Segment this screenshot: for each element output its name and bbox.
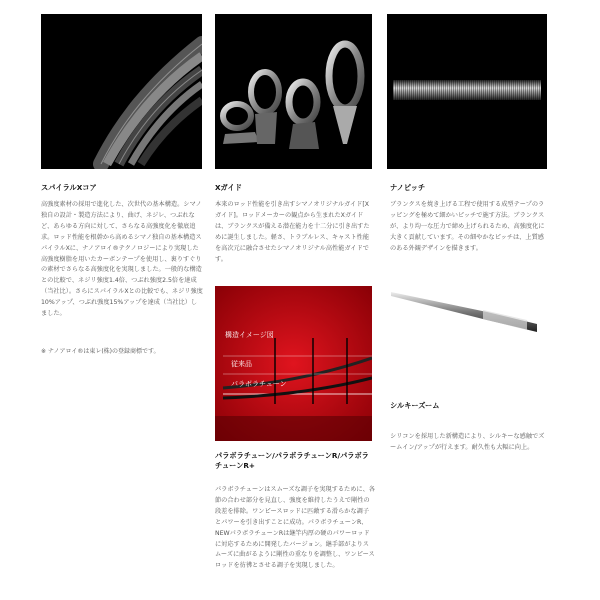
diagram-label-conventional: 従来品 xyxy=(231,360,252,368)
parabola-tune-text: パラボラチューンはスムーズな調子を実現するために、各節の合わせ部分を見直し、強度を維持したうえで剛性の段差を排除。ワンピースロッドに匹敵する滑らかな調子とパワーを引き出すことに成功。パラボラチューンR、NEWパラボラチューンRは継竿内厚の硬のパワーロッドに対応するために開発したバージョン。継手部がよりスムーズに曲がるように剛性の重なりを調整し、ワンピースロッドを彷彿とさせる調子を実現しました。 xyxy=(215,486,375,570)
spiral-x-core-description xyxy=(41,200,203,320)
silky-zoom-image xyxy=(387,286,547,386)
parabola-tune-title-text: パラボラチューン/パラボラチューンR/パラボラチューンR+ xyxy=(215,451,369,470)
spiral-x-core-text: 高強度素材の採用で進化した、次世代の基本構造。シマノ独自の設計・製造方法により、曲げ、ネジレ、つぶれなど、あらゆる方向に対して、さらなる高強度化を徹底追求。ロッド性能を根幹から高めるシマノ独自の基本構造スパイラルXに、ナノアロイ®テクノロジーにより実現した高強度樹脂を用いたカーボンテープを使用し、裏りすぐりの素材でさらなる高強度化を実現しました。一般的な構造との比較で、ネジリ強度1.4倍、つぶれ強度2.5倍を達成（当社比）。さらにスパイラルXとの比較でも、ネジリ強度10%アップ、つぶれ強度15%アップを達成（当社比）しました。 xyxy=(41,201,203,318)
spiral-x-core-title: スパイラルXコア xyxy=(41,183,97,192)
silky-zoom-description xyxy=(390,432,550,454)
nano-pitch-image xyxy=(387,14,547,169)
nano-pitch-title: ナノピッチ xyxy=(390,183,426,192)
x-guide-description xyxy=(215,200,375,265)
nano-pitch-text: ブランクスを焼き上げる工程で使用する成型テープのラッピングを極めて細かいピッチで施す方法。ブランクスが、より均一な圧力で締め上げられるため、高強度化に大きく貢献しています。その細やかなピッチは、上質感のある外観デザインを描きます。 xyxy=(390,201,545,252)
silky-zoom-text: シリコンを採用した新構造により、シルキーな感触でズームイン/アップが行えます。耐久性も大幅に向上。 xyxy=(390,433,545,451)
spiral-x-core-image xyxy=(41,14,202,169)
diagram-label-structure: 構造イメージ図 xyxy=(225,331,274,339)
parabola-tune-description xyxy=(215,485,375,572)
diagram-label-parabola: パラボラチューン xyxy=(231,380,287,388)
parabola-tune-title xyxy=(215,451,375,471)
x-guide-text: 本来のロッド性能を引き出すシマノオリジナルガイド[Xガイド]。ロッドメーカーの観点から生まれたXガイドは、ブランクスが備える潜在能力を十二分に引き出すために誕生しました。軽さ、トラブルレス、キャスト性能を高次元に融合させたシマノオリジナル高性能ガイドです。 xyxy=(215,201,370,263)
x-guide-title: Xガイド xyxy=(215,183,242,192)
nano-pitch-description xyxy=(390,200,550,255)
x-guide-image xyxy=(215,14,372,169)
nanoalloy-trademark-note: ※ ナノアロイ®は東レ(株)の登録商標です。 xyxy=(41,348,160,355)
parabola-tune-diagram xyxy=(215,286,372,441)
silky-zoom-title: シルキーズーム xyxy=(390,401,440,410)
